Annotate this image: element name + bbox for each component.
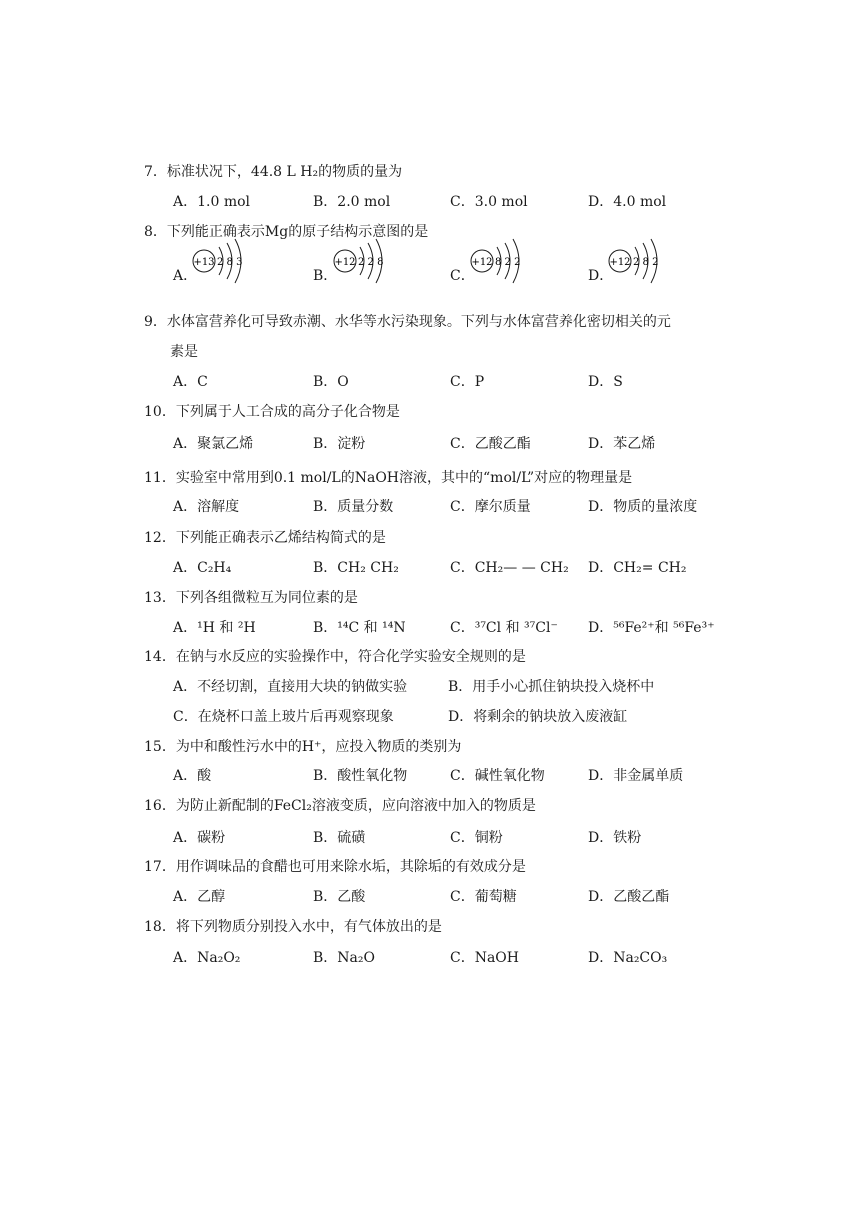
q18-option-c: C．NaOH: [450, 950, 519, 966]
q8-option-d: D．: [588, 268, 614, 284]
q14-option-c: C．在烧杯口盖上玻片后再观察现象: [173, 709, 394, 725]
q17-option-d: D．乙酸乙酯: [588, 889, 670, 905]
q8-option-b: B．: [313, 268, 338, 284]
q10-option-a: A．聚氯乙烯: [173, 436, 254, 452]
atom-diagram-a: [190, 236, 260, 286]
q18-option-b: B．Na₂O: [313, 950, 375, 966]
question-8-stem: 8．下列能正确表示Mg的原子结构示意图的是: [144, 224, 429, 240]
question-15-stem: 15．为中和酸性污水中的H⁺，应投入物质的类别为: [144, 739, 462, 755]
atom-diagram-b: [331, 236, 401, 286]
q16-option-d: D．铁粉: [588, 830, 642, 846]
q10-option-c: C．乙酸乙酯: [450, 436, 531, 452]
q11-option-a: A．溶解度: [173, 499, 240, 515]
q17-option-c: C．葡萄糖: [450, 889, 517, 905]
q10-option-d: D．苯乙烯: [588, 436, 656, 452]
question-7-stem: 7．标准状况下，44.8 L H₂的物质的量为: [144, 164, 403, 180]
q9-option-a: A．C: [173, 374, 208, 390]
q12-option-b: B．CH₂ CH₂: [313, 560, 399, 576]
atom-diagram-c: [468, 236, 538, 286]
atom-a-shells: 2 8 3: [217, 257, 243, 268]
q7-option-b: B．2.0 mol: [313, 194, 391, 210]
q11-option-d: D．物质的量浓度: [588, 499, 698, 515]
question-16-stem: 16．为防止新配制的FeCl₂溶液变质，应向溶液中加入的物质是: [144, 798, 536, 814]
q13-option-d: D．⁵⁶Fe²⁺和 ⁵⁶Fe³⁺: [588, 620, 715, 636]
atom-d-shells: 2 8 2: [633, 257, 659, 268]
q7-option-d: D．4.0 mol: [588, 194, 667, 210]
q13-option-b: B．¹⁴C 和 ¹⁴N: [313, 620, 406, 636]
question-13-stem: 13．下列各组微粒互为同位素的是: [144, 590, 358, 606]
q7-option-a: A．1.0 mol: [173, 194, 251, 210]
q15-option-b: B．酸性氧化物: [313, 768, 408, 784]
question-12-stem: 12．下列能正确表示乙烯结构简式的是: [144, 530, 386, 546]
q16-option-a: A．碳粉: [173, 830, 226, 846]
q14-option-d: D．将剩余的钠块放入废液缸: [448, 709, 628, 725]
q15-option-c: C．碱性氧化物: [450, 768, 545, 784]
q9-option-d: D．S: [588, 374, 623, 390]
q8-option-a: A．: [173, 268, 198, 284]
question-17-stem: 17．用作调味品的食醋也可用来除水垢，其除垢的有效成分是: [144, 859, 526, 875]
q11-option-c: C．摩尔质量: [450, 499, 531, 515]
q13-option-a: A．¹H 和 ²H: [173, 620, 256, 636]
q15-option-a: A．酸: [173, 768, 212, 784]
question-10-stem: 10．下列属于人工合成的高分子化合物是: [144, 404, 400, 420]
q12-option-c: C．CH₂— — CH₂: [450, 560, 569, 576]
q10-option-b: B．淀粉: [313, 436, 366, 452]
q9-option-b: B．O: [313, 374, 349, 390]
q14-option-b: B．用手小心抓住钠块投入烧杯中: [448, 679, 655, 695]
question-14-stem: 14．在钠与水反应的实验操作中，符合化学实验安全规则的是: [144, 649, 526, 665]
q17-option-b: B．乙酸: [313, 889, 366, 905]
q18-option-d: D．Na₂CO₃: [588, 950, 668, 966]
q13-option-c: C．³⁷Cl 和 ³⁷Cl⁻: [450, 620, 558, 636]
q15-option-d: D．非金属单质: [588, 768, 684, 784]
atom-c-shells: 8 2 2: [495, 257, 521, 268]
question-9-stem-continued: 素是: [170, 344, 198, 360]
atom-b-shells: 2 2 8: [358, 257, 384, 268]
q12-option-d: D．CH₂= CH₂: [588, 560, 687, 576]
question-18-stem: 18．将下列物质分别投入水中，有气体放出的是: [144, 919, 442, 935]
q17-option-a: A．乙醇: [173, 889, 226, 905]
q14-option-a: A．不经切割，直接用大块的钠做实验: [173, 679, 408, 695]
q12-option-a: A．C₂H₄: [173, 560, 232, 576]
q7-option-c: C．3.0 mol: [450, 194, 528, 210]
q9-option-c: C．P: [450, 374, 485, 390]
q16-option-b: B．硫磺: [313, 830, 366, 846]
question-11-stem: 11．实验室中常用到0.1 mol/L的NaOH溶液，其中的“mol/L”对应的物理量是: [144, 470, 633, 486]
atom-c-nucleus: +12: [471, 257, 493, 268]
question-9-stem: 9．水体富营养化可导致赤潮、水华等水污染现象。下列与水体富营养化密切相关的元: [144, 314, 671, 330]
atom-b-nucleus: +12: [334, 257, 356, 268]
q11-option-b: B．质量分数: [313, 499, 394, 515]
atom-a-nucleus: +13: [193, 257, 215, 268]
q8-option-c: C．: [450, 268, 475, 284]
atom-d-nucleus: +12: [609, 257, 631, 268]
q18-option-a: A．Na₂O₂: [173, 950, 241, 966]
q16-option-c: C．铜粉: [450, 830, 503, 846]
atom-diagram-d: [606, 236, 676, 286]
